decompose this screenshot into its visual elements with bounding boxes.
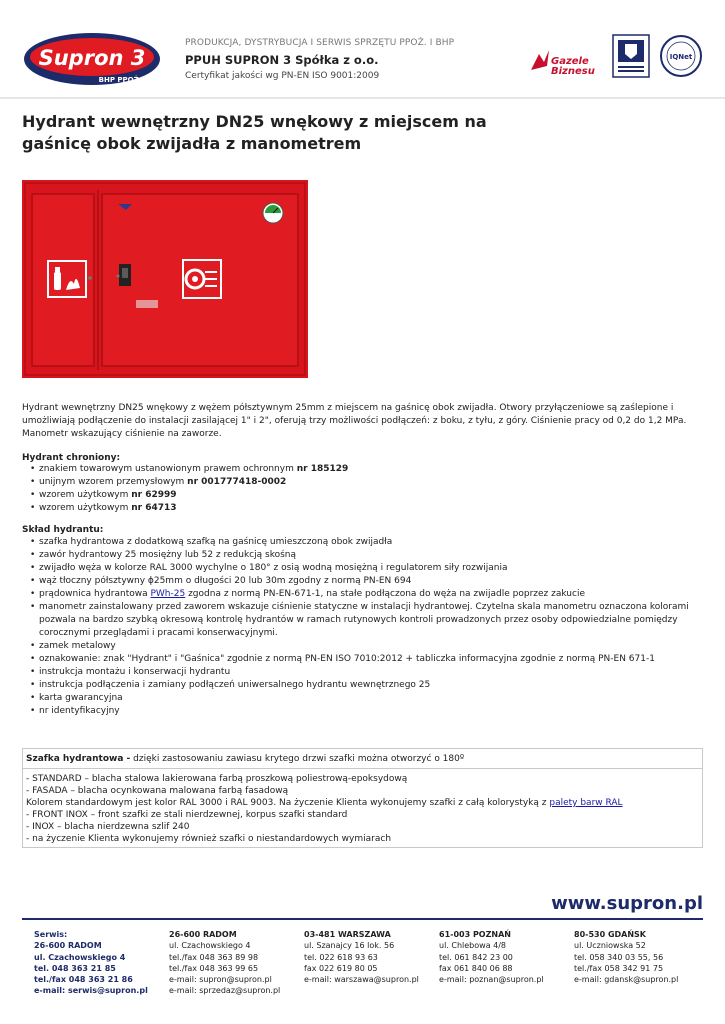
- protected-number: nr 001777418-0002: [187, 477, 287, 487]
- footer-line: tel./fax 048 363 21 86: [34, 975, 133, 985]
- footer-divider: [22, 918, 703, 920]
- footer-line: e-mail: warszawa@supron.pl: [304, 975, 419, 985]
- cabinet-info-box: [22, 748, 703, 769]
- footer-line: ul. Czachowskiego 4: [34, 952, 126, 962]
- ral-palette-link[interactable]: palety barw RAL: [549, 798, 623, 808]
- list-item: • zawór hydrantowy 25 mosiężny lub 52 z redukcją skośną: [22, 549, 705, 562]
- protected-text: znakiem towarowym ustanowionym prawem ochronnym: [39, 464, 297, 474]
- footer-line: 03-481 WARSZAWA: [304, 930, 391, 939]
- standard-colors-text: [26, 797, 699, 809]
- page-header: [0, 0, 725, 100]
- iqnet-badge: [661, 36, 701, 76]
- protected-list: [22, 463, 705, 515]
- footer-line: tel./fax 058 342 91 75: [574, 963, 664, 973]
- footer-line: 61-003 POZNAŃ: [439, 930, 511, 939]
- cabinet-variants-box: [22, 769, 703, 848]
- footer-line: fax 022 619 80 05: [304, 963, 378, 973]
- footer-line: fax 061 840 06 88: [439, 963, 513, 973]
- nozzle-text-post: zgodna z normą PN-EN-671-1, na stałe podłączona do węża na zwijadle poprzez zakucie: [185, 589, 585, 599]
- footer-line: e-mail: gdansk@supron.pl: [574, 975, 679, 985]
- gazele-biznesu-badge: [531, 50, 595, 77]
- iqnet-label: IQNet: [669, 53, 693, 61]
- footer-line: tel. 058 340 03 55, 56: [574, 952, 664, 962]
- list-item: • karta gwarancyjna: [22, 692, 705, 705]
- footer-col-warszawa: [304, 929, 439, 985]
- footer-line: tel./fax 048 363 89 98: [169, 952, 259, 962]
- protected-text: unijnym wzorem przemysłowym: [39, 477, 188, 487]
- hydrant-cabinet-image: [22, 180, 308, 378]
- pwh25-link[interactable]: PWh-25: [150, 589, 186, 599]
- header-tagline: PRODUKCJA, DYSTRYBUCJA I SERWIS SPRZĘTU PPOŻ. I BHP: [185, 38, 455, 48]
- protected-heading: Hydrant chroniony:: [22, 453, 121, 463]
- list-item: • instrukcja montażu i konserwacji hydrantu: [22, 666, 705, 679]
- variant-fasada: - FASADA – blacha ocynkowana malowana farbą fasadową: [26, 786, 289, 796]
- custom-dimensions: - na życzenie Klienta wykonujemy również szafki o niestandardowych wymiarach: [26, 834, 392, 844]
- footer-line: tel./fax 048 363 99 65: [169, 963, 259, 973]
- footer-line: tel. 061 842 23 00: [439, 952, 513, 962]
- list-item: [22, 476, 705, 489]
- footer-line: e-mail: sprzedaz@supron.pl: [169, 986, 281, 996]
- footer-line: e-mail: supron@supron.pl: [169, 975, 272, 985]
- footer-line: ul. Uczniowska 52: [574, 941, 646, 951]
- list-item: • oznakowanie: znak "Hydrant" i "Gaśnica" zgodnie z normą PN-EN ISO 7010:2012 + tabliczka informacyjna zgodnie z normą PN-EN 671-1: [22, 653, 705, 666]
- supron-logo[interactable]: [22, 30, 162, 88]
- cabinet-label: Szafka hydrantowa -: [26, 754, 131, 764]
- variant-standard: - STANDARD – blacha stalowa lakierowana farbą proszkową poliestrową-epoksydową: [26, 774, 408, 784]
- manometer-icon: [263, 203, 283, 223]
- gazele-label: Gazele: [551, 56, 589, 67]
- list-item: • zwijadło węża w kolorze RAL 3000 wychylne o 180° z osią wodną mosiężną i regulatorem siły rozwijania: [22, 562, 705, 575]
- product-description: [22, 402, 705, 718]
- footer-col-poznan: [439, 929, 574, 985]
- list-item: • manometr zainstalowany przed zaworem wskazuje ciśnienie statyczne w instalacji hydrantowej. Czytelna skala manometru oznaczona kolorami pozwala na bardzo szybką okresową kontrolę hydrantów w ramach rutynowych kontroli prowadzonych przez osoby odpowiedzialne pomiędzy corocznymi przeglądami i pracami konserwacyjnymi.: [22, 601, 705, 640]
- footer-col-service: [34, 929, 169, 997]
- list-item: • zamek metalowy: [22, 640, 705, 653]
- protected-number: nr 185129: [296, 464, 349, 474]
- biznesu-label: Biznesu: [551, 66, 595, 77]
- logo-text: Supron 3: [38, 46, 146, 70]
- header-info: [185, 38, 454, 81]
- nozzle-text-pre: prądownica hydrantowa: [39, 589, 151, 599]
- company-name: PPUH SUPRON 3 Spółka z o.o.: [185, 53, 379, 67]
- variant-front-inox: - FRONT INOX – front szafki ze stali nierdzewnej, korpus szafki standard: [26, 810, 348, 820]
- protected-number: nr 64713: [131, 503, 177, 513]
- list-item: • instrukcja podłączenia i zamiany podłączeń uniwersalnego hydrantu wewnętrznego 25: [22, 679, 705, 692]
- footer-line: tel. 048 363 21 85: [34, 963, 116, 973]
- website-link[interactable]: www.supron.pl: [551, 893, 703, 914]
- protected-text: wzorem użytkowym: [39, 490, 132, 500]
- colors-text: Kolorem standardowym jest kolor RAL 3000 i RAL 9003. Na życzenie Klienta wykonujemy szafki z całą kolorystyką z: [26, 798, 550, 808]
- extinguisher-sign-icon: [47, 260, 87, 298]
- list-item: • nr identyfikacyjny: [22, 705, 705, 718]
- list-item: [22, 489, 705, 502]
- footer-line: e-mail: poznan@supron.pl: [439, 975, 544, 985]
- footer-line: ul. Chlebowa 4/8: [439, 941, 507, 951]
- protected-text: wzorem użytkowym: [39, 503, 132, 513]
- list-item: • szafka hydrantowa z dodatkową szafką na gaśnicę umieszczoną obok zwijadła: [22, 536, 705, 549]
- intro-paragraph: Hydrant wewnętrzny DN25 wnękowy z wężem półsztywnym 25mm z miejscem na gaśnicę obok zwijadła. Otwory przyłączeniowe są zaślepione i umożliwiają podłączenie do instalacji zasilającej 1" i 2", oferują trzy możliwości podłączeń: z boku, z tyłu, z góry. Ciśnienie pracy od 0,2 do 1,2 MPa. Manometr wskazujący ciśnienie na zaworze.: [22, 403, 687, 439]
- footer-line: 26-600 RADOM: [169, 930, 237, 939]
- header-divider: [0, 97, 725, 99]
- footer-line: 80-530 GDAŃSK: [574, 930, 646, 939]
- cabinet-lock-icon: [119, 264, 131, 286]
- logo-subtext: BHP PPOŻ.: [98, 76, 142, 84]
- footer-col-radom: [169, 929, 304, 997]
- list-item: [22, 588, 705, 601]
- list-item: [22, 502, 705, 515]
- variant-inox: - INOX – blacha nierdzewna szlif 240: [26, 822, 190, 832]
- footer-line: ul. Szanajcy 16 lok. 56: [304, 941, 395, 951]
- footer-line: 26-600 RADOM: [34, 941, 102, 951]
- title-line-2: gaśnicę obok zwijadła z manometrem: [22, 134, 362, 153]
- list-item: • wąż tłoczny półsztywny ɸ25mm o długości 20 lub 30m zgodny z normą PN-EN 694: [22, 575, 705, 588]
- composition-heading: Skład hydrantu:: [22, 525, 104, 535]
- footer-line: ul. Czachowskiego 4: [169, 941, 251, 951]
- fire-hose-sign-icon: [182, 259, 222, 299]
- title-line-1: Hydrant wewnętrzny DN25 wnękowy z miejscem na: [22, 112, 487, 131]
- page-title: [22, 111, 582, 155]
- composition-list: [22, 536, 705, 718]
- footer-line: tel. 022 618 93 63: [304, 952, 378, 962]
- cabinet-text: dzięki zastosowaniu zawiasu krytego drzwi szafki można otworzyć o 180º: [130, 754, 465, 764]
- certification-badges: [525, 32, 705, 82]
- footer-col-gdansk: [574, 929, 709, 985]
- footer-line: e-mail: serwis@supron.pl: [34, 986, 148, 996]
- quality-seal-badge: [613, 35, 649, 77]
- quality-certificate: Certyfikat jakości wg PN-EN ISO 9001:2009: [185, 71, 380, 81]
- protected-number: nr 62999: [131, 490, 177, 500]
- list-item: [22, 463, 705, 476]
- footer-line: Serwis:: [34, 930, 68, 939]
